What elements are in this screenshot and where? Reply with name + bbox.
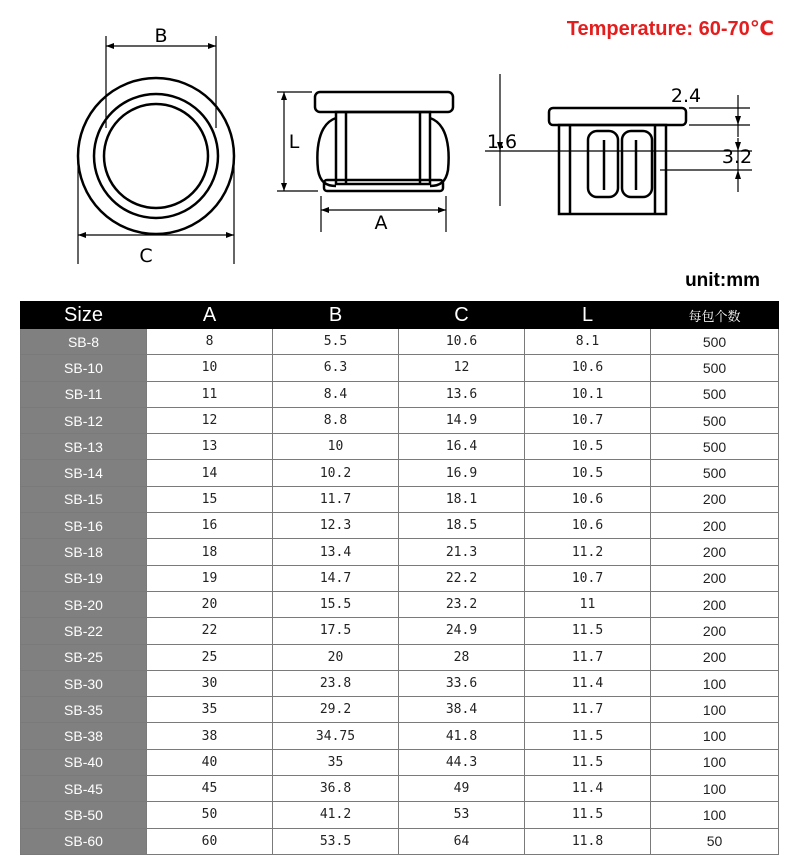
cell-l: 10.6 — [525, 355, 651, 381]
table-row — [21, 697, 779, 723]
cell-qty: 200 — [651, 591, 779, 617]
cell-b: 10 — [273, 434, 399, 460]
cell-qty: 50 — [651, 828, 779, 854]
table-row — [21, 776, 779, 802]
cell-c: 28 — [399, 644, 525, 670]
label-c: C — [139, 245, 153, 267]
cell-l: 10.6 — [525, 486, 651, 512]
cell-size: SB-12 — [21, 407, 147, 433]
cell-c: 18.1 — [399, 486, 525, 512]
cell-b: 12.3 — [273, 513, 399, 539]
cell-qty: 500 — [651, 434, 779, 460]
cell-a: 20 — [147, 591, 273, 617]
cell-qty: 500 — [651, 407, 779, 433]
table-header-row — [21, 302, 779, 329]
cell-size: SB-19 — [21, 565, 147, 591]
cell-size: SB-8 — [21, 329, 147, 355]
cell-size: SB-15 — [21, 486, 147, 512]
cell-b: 10.2 — [273, 460, 399, 486]
cell-size: SB-38 — [21, 723, 147, 749]
cell-c: 44.3 — [399, 749, 525, 775]
cell-b: 20 — [273, 644, 399, 670]
cell-a: 13 — [147, 434, 273, 460]
table-row — [21, 591, 779, 617]
cell-a: 15 — [147, 486, 273, 512]
cell-qty: 500 — [651, 329, 779, 355]
cell-l: 11.7 — [525, 697, 651, 723]
cell-b: 5.5 — [273, 329, 399, 355]
table-row — [21, 513, 779, 539]
cell-size: SB-25 — [21, 644, 147, 670]
cell-l: 11.4 — [525, 776, 651, 802]
unit-label: unit:mm — [685, 270, 760, 291]
cell-b: 8.4 — [273, 381, 399, 407]
cell-size: SB-50 — [21, 802, 147, 828]
cell-size: SB-60 — [21, 828, 147, 854]
top-view-dimensions — [78, 36, 234, 264]
cell-l: 11.5 — [525, 749, 651, 775]
cell-c: 13.6 — [399, 381, 525, 407]
cell-b: 53.5 — [273, 828, 399, 854]
cell-a: 12 — [147, 407, 273, 433]
temperature-label: Temperature: 60-70℃ — [566, 18, 774, 40]
label-b: B — [154, 25, 168, 47]
table-row — [21, 329, 779, 355]
cell-size: SB-45 — [21, 776, 147, 802]
cell-l: 11.2 — [525, 539, 651, 565]
cell-a: 40 — [147, 749, 273, 775]
cell-l: 11.4 — [525, 670, 651, 696]
table-row — [21, 670, 779, 696]
label-l: L — [288, 131, 300, 153]
cell-size: SB-18 — [21, 539, 147, 565]
cell-c: 38.4 — [399, 697, 525, 723]
cell-a: 22 — [147, 618, 273, 644]
cell-c: 33.6 — [399, 670, 525, 696]
table-row — [21, 434, 779, 460]
cell-size: SB-20 — [21, 591, 147, 617]
cell-l: 10.5 — [525, 434, 651, 460]
cell-size: SB-30 — [21, 670, 147, 696]
cell-b: 8.8 — [273, 407, 399, 433]
table-row — [21, 723, 779, 749]
cell-qty: 500 — [651, 381, 779, 407]
cell-l: 11.5 — [525, 723, 651, 749]
cell-b: 13.4 — [273, 539, 399, 565]
table-row — [21, 460, 779, 486]
cell-l: 10.7 — [525, 407, 651, 433]
top-view-drawing — [78, 78, 234, 234]
section-view-drawing — [549, 108, 686, 214]
header-l: L — [525, 302, 651, 329]
table-row — [21, 486, 779, 512]
label-3-2: 3.2 — [721, 146, 753, 168]
cell-c: 16.4 — [399, 434, 525, 460]
cell-qty: 100 — [651, 776, 779, 802]
cell-c: 49 — [399, 776, 525, 802]
cell-b: 6.3 — [273, 355, 399, 381]
cell-qty: 200 — [651, 618, 779, 644]
cell-c: 22.2 — [399, 565, 525, 591]
label-2-4: 2.4 — [670, 85, 702, 107]
cell-c: 21.3 — [399, 539, 525, 565]
cell-qty: 200 — [651, 539, 779, 565]
cell-b: 34.75 — [273, 723, 399, 749]
header-b: B — [273, 302, 399, 329]
cell-qty: 100 — [651, 749, 779, 775]
cell-qty: 100 — [651, 802, 779, 828]
cell-a: 38 — [147, 723, 273, 749]
cell-c: 64 — [399, 828, 525, 854]
cell-a: 35 — [147, 697, 273, 723]
cell-size: SB-14 — [21, 460, 147, 486]
cell-size: SB-35 — [21, 697, 147, 723]
cell-size: SB-11 — [21, 381, 147, 407]
cell-a: 19 — [147, 565, 273, 591]
cell-b: 14.7 — [273, 565, 399, 591]
cell-a: 18 — [147, 539, 273, 565]
cell-b: 35 — [273, 749, 399, 775]
cell-c: 18.5 — [399, 513, 525, 539]
cell-qty: 100 — [651, 697, 779, 723]
cell-qty: 200 — [651, 513, 779, 539]
header-size: Size — [21, 302, 147, 329]
table-row — [21, 355, 779, 381]
cell-qty: 100 — [651, 670, 779, 696]
cell-c: 41.8 — [399, 723, 525, 749]
cell-a: 50 — [147, 802, 273, 828]
cell-b: 29.2 — [273, 697, 399, 723]
table-row — [21, 407, 779, 433]
table-row — [21, 828, 779, 854]
cell-c: 12 — [399, 355, 525, 381]
cell-qty: 500 — [651, 355, 779, 381]
cell-a: 25 — [147, 644, 273, 670]
header-a: A — [147, 302, 273, 329]
cell-l: 10.7 — [525, 565, 651, 591]
cell-b: 23.8 — [273, 670, 399, 696]
cell-qty: 200 — [651, 565, 779, 591]
table-row — [21, 644, 779, 670]
table-row — [21, 618, 779, 644]
label-a: A — [374, 212, 388, 234]
cell-l: 11 — [525, 591, 651, 617]
cell-b: 36.8 — [273, 776, 399, 802]
cell-qty: 100 — [651, 723, 779, 749]
label-1-6: 1.6 — [486, 131, 518, 153]
cell-l: 10.5 — [525, 460, 651, 486]
cell-l: 11.7 — [525, 644, 651, 670]
cell-l: 11.5 — [525, 618, 651, 644]
cell-a: 16 — [147, 513, 273, 539]
table-row — [21, 539, 779, 565]
side-view-drawing — [315, 92, 453, 191]
cell-l: 10.6 — [525, 513, 651, 539]
cell-a: 8 — [147, 329, 273, 355]
cell-a: 11 — [147, 381, 273, 407]
cell-a: 45 — [147, 776, 273, 802]
cell-size: SB-16 — [21, 513, 147, 539]
cell-size: SB-13 — [21, 434, 147, 460]
cell-a: 10 — [147, 355, 273, 381]
cell-c: 53 — [399, 802, 525, 828]
cell-b: 17.5 — [273, 618, 399, 644]
cell-size: SB-22 — [21, 618, 147, 644]
cell-c: 24.9 — [399, 618, 525, 644]
cell-l: 8.1 — [525, 329, 651, 355]
cell-b: 41.2 — [273, 802, 399, 828]
cell-size: SB-10 — [21, 355, 147, 381]
cell-qty: 200 — [651, 644, 779, 670]
cell-qty: 200 — [651, 486, 779, 512]
cell-b: 15.5 — [273, 591, 399, 617]
table-row — [21, 802, 779, 828]
cell-a: 30 — [147, 670, 273, 696]
cell-qty: 500 — [651, 460, 779, 486]
cell-c: 16.9 — [399, 460, 525, 486]
cell-b: 11.7 — [273, 486, 399, 512]
cell-c: 23.2 — [399, 591, 525, 617]
cell-l: 11.8 — [525, 828, 651, 854]
table-row — [21, 565, 779, 591]
table-row — [21, 381, 779, 407]
table-row — [21, 749, 779, 775]
header-c: C — [399, 302, 525, 329]
technical-drawing — [0, 0, 800, 300]
cell-a: 14 — [147, 460, 273, 486]
spec-table — [20, 301, 779, 855]
cell-c: 14.9 — [399, 407, 525, 433]
cell-c: 10.6 — [399, 329, 525, 355]
cell-l: 10.1 — [525, 381, 651, 407]
header-qty-per-pack: 每包个数 — [651, 302, 779, 329]
cell-a: 60 — [147, 828, 273, 854]
cell-l: 11.5 — [525, 802, 651, 828]
cell-size: SB-40 — [21, 749, 147, 775]
